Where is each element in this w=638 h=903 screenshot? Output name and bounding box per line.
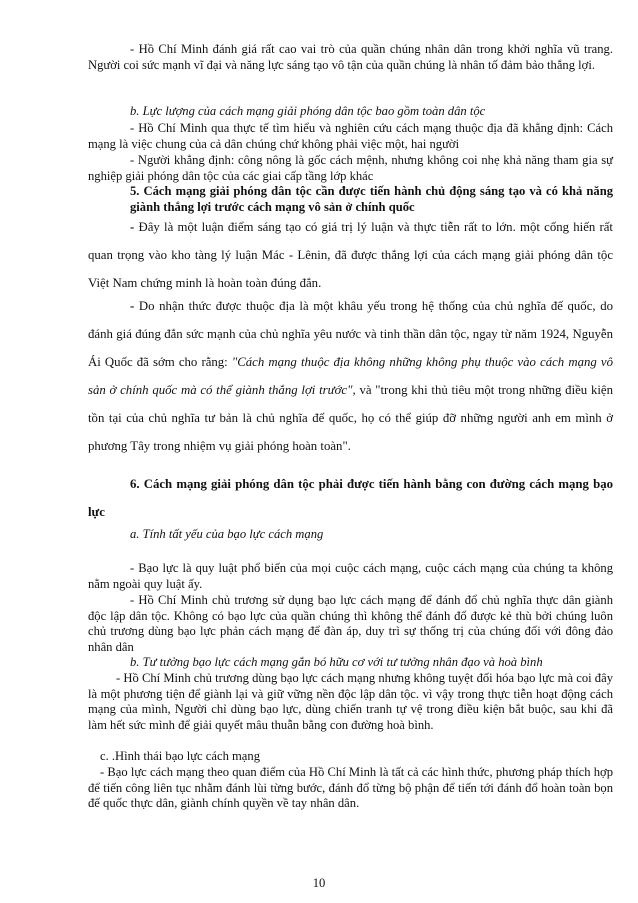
paragraph-forms-definition: - Bạo lực cách mạng theo quan điểm của Hồ Chí Minh là tất cả các hình thức, phương pháp thích hợp để tiến công liên tục nhằm đánh lùi từng bước, đánh đổ từng bộ phận để tiến tới đánh đổ hoàn toàn bọn đế quốc thực dân, giành chính quyền về tay nhân dân. [88,765,613,810]
paragraph-worker-peasant: - Người khẳng định: công nông là gốc cách mệnh, nhưng không coi nhẹ khả năng tham gia sự nghiệp giải phóng dân tộc của các giai cấp tầng lớp khác [88,153,613,183]
paragraph-mass-role: - Hồ Chí Minh đánh giá rất cao vai trò của quần chúng nhân dân trong khởi nghĩa vũ trang. Người coi sức mạnh vĩ đại và năng lực sáng tạo vô tận của quần chúng là nhân tố đảm bảo thắng lợi. [88,42,613,72]
section-heading-6: 6. Cách mạng giải phóng dân tộc phải được tiến hành bằng con đường cách mạng bạo lực [88,477,613,519]
paragraph-not-absolute: - Hồ Chí Minh chủ trương dùng bạo lực cách mạng nhưng không tuyệt đối hóa bạo lực mà coi đây là một phương tiện để giành lại và giữ vững nền độc lập dân tộc. vì vậy trong thực tiễn hoạt động cách mạng của mình, Người chỉ dùng bạo lực, dùng chiến tranh tự vệ trong điều kiện bắt buộc, sau khi đã làm hết sức mình để giải quyết mâu thuẫn bằng con đường hoà bình. [88,671,613,732]
heading-c-forms: c. .Hình thái bạo lực cách mạng [100,749,260,763]
dash-marker: - [130,220,135,234]
paragraph-common-cause: - Hồ Chí Minh qua thực tế tìm hiểu và nghiên cứu cách mạng thuộc địa đã khẳng định: Cách mạng là việc chung của cả dân chúng chứ không phải việc một, hai người [88,121,613,151]
paragraph-creative-thesis [88,213,613,297]
paragraph-text: Đây là một luận điểm sáng tạo có giá trị lý luận và thực tiễn rất to lớn. một cống hiến rất quan trọng vào kho tàng lý luận Mác - Lênin, đã được thắng lợi của cách mạng giải phóng dân tộc Việt Nam chứng minh là hoàn toàn đúng đắn. [88,220,613,290]
heading-b-humanism: b. Tư tưởng bạo lực cách mạng gắn bó hữu cơ với tư tưởng nhân đạo và hoà bình [130,655,543,669]
page-number: 10 [312,876,326,890]
paragraph-text: Do nhận thức được thuộc địa là một khâu yếu trong hệ thống của chủ nghĩa đế quốc, do đánh giá đúng đắn sức mạnh của chủ nghĩa yêu nước và tinh thần dân tộc, ngay từ năm 1924, Nguyễn Ái Quốc đã sớm cho rằng: [88,299,613,369]
quotation: "Cách mạng thuộc địa không những không phụ thuộc vào cách mạng vô sản ở chính quốc mà có thể giành thắng lợi trước", [88,355,613,397]
paragraph-violence-law: - Bạo lực là quy luật phổ biến của mọi cuộc cách mạng, cuộc cách mạng của chúng ta không nằm ngoài quy luật ấy. [88,561,613,591]
section-heading-5: 5. Cách mạng giải phóng dân tộc cần được tiến hành chủ động sáng tạo và có khả năng giành thắng lợi trước cách mạng vô sản ở chính quốc [130,184,613,214]
paragraph-text: và "trong khi thủ tiêu một trong những điều kiện tồn tại của chủ nghĩa tư bản là chủ nghĩa đế quốc, họ có thể giúp đỡ những người anh em mình ở phương Tây trong nhiệm vụ giải phóng hoàn toàn". [88,383,613,453]
heading-b-forces: b. Lực lượng của cách mạng giải phóng dân tộc bao gồm toàn dân tộc [130,104,486,118]
paragraph-nguyen-ai-quoc [88,292,613,460]
dash-marker: - [130,299,135,313]
heading-a-necessity: a. Tính tất yếu của bạo lực cách mạng [130,527,324,541]
paragraph-revolutionary-violence: - Hồ Chí Minh chủ trương sử dụng bạo lực cách mạng để đánh đổ chủ nghĩa thực dân giành độc lập dân tộc. Không có bạo lực của quần chúng thì không thể đánh đổ được kẻ thù bởi chúng luôn chủ trương dùng bạo lực phản cách mạng để đàn áp, duy trì sự thống trị của chúng đối với đông đảo nhân dân [88,593,613,654]
